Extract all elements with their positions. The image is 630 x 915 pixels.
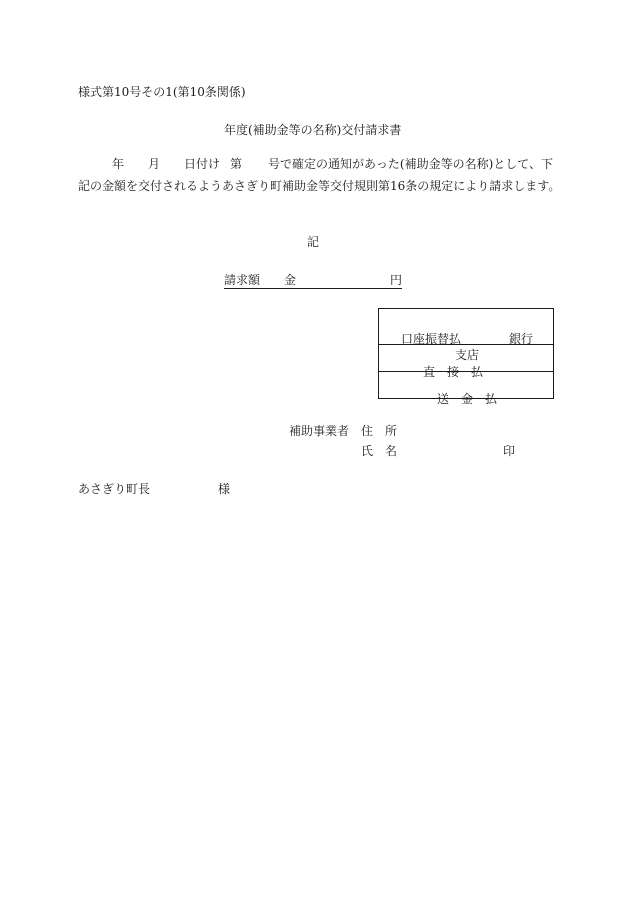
request-amount-line [224, 272, 402, 289]
month-label: 月 [148, 157, 161, 171]
direct-payment-row [379, 345, 554, 372]
branch-label: 支店 [455, 347, 480, 362]
year-label: 年 [112, 157, 125, 171]
amount-unit: 円 [390, 273, 403, 287]
name-label: 氏 名 [361, 444, 398, 458]
direct-payment-cell [379, 345, 554, 379]
bank-transfer-label: 口座振替払 [401, 331, 462, 346]
direct-payment-label: 直 接 払 [423, 365, 484, 379]
addressee-recipient: あさぎり町長 [78, 482, 151, 496]
addressee-honorific: 様 [218, 482, 231, 496]
paragraph-line-1 [78, 156, 552, 178]
remittance-cell [379, 372, 554, 406]
remittance-label: 送 金 払 [437, 392, 498, 406]
paragraph-line-1-text: 号で確定の通知があった(補助金等の名称)として、下 [268, 157, 554, 171]
request-paragraph [78, 156, 561, 193]
applicant-title: 補助事業者 [289, 424, 350, 438]
addressee [78, 481, 238, 497]
bank-transfer-row [379, 309, 554, 345]
address-label: 住 所 [361, 424, 398, 438]
amount-label: 請求額 [224, 273, 261, 287]
bank-transfer-cell [379, 309, 554, 362]
payment-method-table [378, 308, 554, 406]
bank-label: 銀行 [509, 331, 534, 346]
remittance-row [379, 372, 554, 399]
form-number: 様式第10号その1(第10条関係) [78, 85, 246, 99]
number-prefix: 第 [230, 157, 243, 171]
date-label: 日付け [184, 157, 221, 171]
section-heading: 記 [307, 235, 320, 249]
seal-label: 印 [503, 444, 516, 458]
document-title: 年度(補助金等の名称)交付請求書 [224, 123, 402, 137]
paragraph-line-2: 記の金額を交付されるようあさぎり町補助金等交付規則第16条の規定により請求します。 [78, 179, 561, 193]
amount-currency-prefix: 金 [284, 273, 297, 287]
